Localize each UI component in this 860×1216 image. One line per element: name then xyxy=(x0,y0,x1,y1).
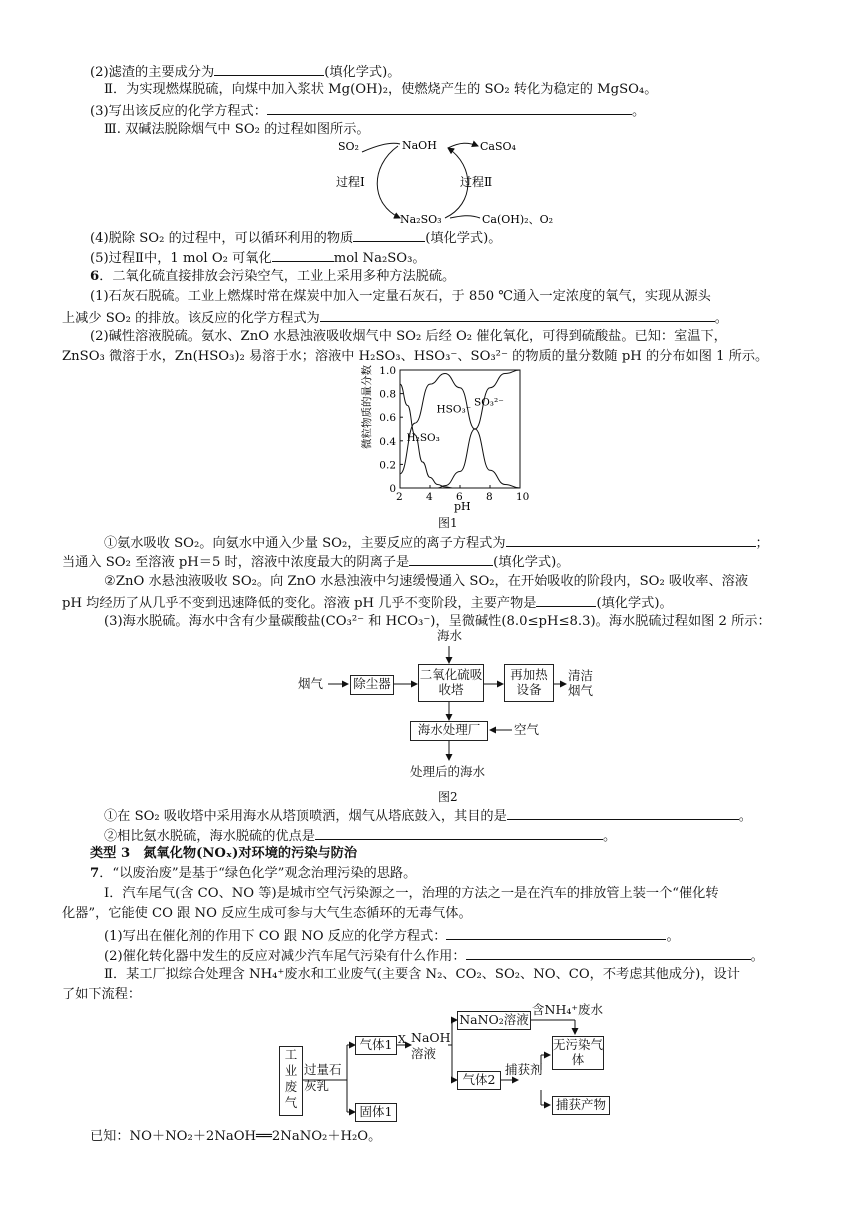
q6-p1b-text: 上减少 SO₂ 的排放。该反应的化学方程式为 xyxy=(62,311,320,326)
q7-part-i-line-a: Ⅰ．汽车尾气(含 CO、NO 等)是城市空气污染源之一，治理的方法之一是在汽车的排放管上装一个“催化转 xyxy=(104,886,719,901)
answer-blank[interactable] xyxy=(536,593,596,607)
known-equation: 已知：NO＋NO₂＋2NaOH══2NaNO₂＋H₂O。 xyxy=(90,1129,382,1144)
label-process-2: 过程Ⅱ xyxy=(460,175,493,189)
label-caoh2-o2: Ca(OH)₂、O₂ xyxy=(482,213,554,226)
fig2-dust-collector: 除尘器 xyxy=(350,675,394,695)
flow-solid-1: 固体1 xyxy=(355,1103,397,1122)
q6-p2-line-b: ZnSO₃ 微溶于水，Zn(HSO₃)₂ 易溶于水；溶液中 H₂SO₃、HSO₃⁻、SO₃²⁻ 的物质的量分数随 pH 的分布如图 1 所示。 xyxy=(62,349,769,364)
q7-q2-tail: 。 xyxy=(750,949,764,964)
q6-p6-tail: 。 xyxy=(738,809,752,824)
label-so2: SO₂ xyxy=(338,140,359,153)
flow-industrial-waste-gas: 工业废气 xyxy=(279,1046,303,1116)
q5-l5-text: (5)过程Ⅱ中，1 mol O₂ 可氧化 xyxy=(90,251,272,266)
q6-p4-line-b xyxy=(62,593,673,613)
q7-part-i-line-b: 化器”，它能使 CO 跟 NO 反应生成可参与大气生态循环的无毒气体。 xyxy=(62,906,472,921)
q6-p4-line-a: ②ZnO 水悬浊液吸收 SO₂。向 ZnO 水悬浊液中匀速缓慢通入 SO₂，在开始吸收的阶段内，SO₂ 吸收率、溶液 xyxy=(104,574,749,589)
flow-harmless-gas: 无污染气体 xyxy=(552,1036,604,1070)
q7-part-ii-line-b: 了如下流程： xyxy=(62,987,142,1002)
q6-p1-line-b xyxy=(62,308,728,328)
q5-line-2 xyxy=(90,62,400,82)
q7-number: 7 xyxy=(90,866,100,881)
arrow-out-caso4 xyxy=(448,143,478,148)
type3-heading: 类型 3 氮氧化物(NOₓ)对环境的污染与防治 xyxy=(90,846,358,861)
chart-series-line xyxy=(438,370,521,488)
q6-p3a-tail: ； xyxy=(755,536,769,551)
label-caso4: CaSO₄ xyxy=(480,140,516,153)
q6-number: 6 xyxy=(90,269,100,284)
chart-series-label: HSO₃⁻ xyxy=(436,403,472,416)
q6-p1-line-a: (1)石灰石脱硫。工业上燃煤时常在煤炭中加入一定量石灰石，于 850 ℃通入一定浓度的氧气，实现从源头 xyxy=(90,289,711,304)
chart-y-tick-label: 0.6 xyxy=(379,412,396,425)
fig2-clean-gas: 清洁烟气 xyxy=(568,668,594,698)
answer-blank[interactable] xyxy=(466,946,751,960)
flow-capture-product: 捕获产物 xyxy=(552,1096,610,1115)
q5-part-ii: Ⅱ．为实现燃煤脱硫，向煤中加入浆状 Mg(OH)₂，使燃烧产生的 SO₂ 转化为稳定的 MgSO₄。 xyxy=(104,82,658,97)
q6-p7-tail: 。 xyxy=(603,829,617,844)
q5-l3-tail: 。 xyxy=(631,104,646,119)
chart-x-tick-label: 6 xyxy=(456,491,463,503)
fig2-absorption-tower: 二氧化硫吸收塔 xyxy=(418,664,484,702)
q7-title-text: ．“以废治废”是基于“绿色化学”观念治理污染的思路。 xyxy=(99,866,417,881)
chart-x-tick-label: 10 xyxy=(516,491,530,503)
chart-x-label: pH xyxy=(454,500,471,513)
chart-x-tick-label: 8 xyxy=(486,491,493,503)
answer-blank[interactable] xyxy=(320,308,715,322)
q7-q1-tail: 。 xyxy=(666,929,680,944)
q6-title xyxy=(90,268,455,286)
q5-l2-tail: (填化学式)。 xyxy=(324,65,401,80)
q5-l4-tail: (填化学式)。 xyxy=(425,231,502,246)
answer-blank[interactable] xyxy=(409,552,493,566)
fig2-air: 空气 xyxy=(514,722,540,737)
q5-part-iii: Ⅲ. 双碱法脱除烟气中 SO₂ 的过程如图所示。 xyxy=(104,122,370,137)
flow-capture-agent: 捕获剂 xyxy=(505,1062,543,1077)
q7-part-ii-line-a: Ⅱ．某工厂拟综合处理含 NH₄⁺废水和工业废气(主要含 N₂、CO₂、SO₂、NO、CO，不考虑其他成分)，设计 xyxy=(104,967,740,982)
answer-blank[interactable] xyxy=(214,62,324,76)
answer-blank[interactable] xyxy=(507,806,739,820)
chart-series-label: H₂SO₃ xyxy=(406,431,440,444)
q6-p6-text: ①在 SO₂ 吸收塔中采用海水从塔顶喷洒，烟气从塔底鼓入，其目的是 xyxy=(104,809,507,824)
answer-blank[interactable] xyxy=(446,926,666,940)
fig2-reheat-device: 再加热设备 xyxy=(504,664,554,702)
fig2-treated-seawater: 处理后的海水 xyxy=(410,764,486,779)
q6-p7-text: ②相比氨水脱硫，海水脱硫的优点是 xyxy=(104,829,315,844)
q5-l4-text: (4)脱除 SO₂ 的过程中，可以循环利用的物质 xyxy=(90,231,354,246)
double-alkali-diagram xyxy=(330,136,570,228)
flow-x-label: X xyxy=(398,1033,406,1046)
q6-p5: (3)海水脱硫。海水中含有少量碳酸盐(CO₃²⁻ 和 HCO₃⁻)，呈微碱性(8.0≤pH≤8.3)。海水脱硫过程如图 2 所示： xyxy=(104,614,771,629)
q7-q2 xyxy=(104,946,764,966)
fig2-flue-gas: 烟气 xyxy=(298,676,324,691)
fig2-seawater: 海水 xyxy=(437,628,463,643)
q6-p3a-text: ①氨水吸收 SO₂。向氨水中通入少量 SO₂，主要反应的离子方程式为 xyxy=(104,536,506,551)
fig1-caption: 图1 xyxy=(438,516,458,530)
flow-excess-lime-milk: 过量石灰乳 xyxy=(304,1062,342,1093)
arrow-in xyxy=(362,143,400,152)
flow-nano2-solution: NaNO₂溶液 xyxy=(457,1011,531,1030)
chart-series-label: SO₃²⁻ xyxy=(474,396,504,409)
q6-p1b-tail: 。 xyxy=(714,311,728,326)
flow-nh4-wastewater: 含NH₄⁺废水 xyxy=(532,1002,603,1017)
species-distribution-chart xyxy=(358,364,538,514)
q6-p4b-tail: (填化学式)。 xyxy=(596,596,673,611)
answer-blank[interactable] xyxy=(267,101,632,115)
flow-naoh-solution: NaOH溶液 xyxy=(411,1030,451,1061)
q7-q1-text: (1)写出在催化剂的作用下 CO 跟 NO 反应的化学方程式： xyxy=(104,929,447,944)
q6-p6 xyxy=(104,806,752,826)
chart-x-tick-label: 2 xyxy=(396,491,403,503)
arrow-in-caoh2 xyxy=(450,216,480,218)
cycle-left-arc xyxy=(377,146,400,218)
chart-y-tick-label: 0 xyxy=(389,483,396,495)
q5-line-3 xyxy=(90,101,645,121)
q5-l2-text: (2)滤渣的主要成分为 xyxy=(90,65,215,80)
q5-l5-tail: mol Na₂SO₃。 xyxy=(333,251,426,266)
answer-blank[interactable] xyxy=(506,533,756,547)
q5-l3-text: (3)写出该反应的化学方程式： xyxy=(90,104,267,119)
answer-blank[interactable] xyxy=(272,248,334,262)
chart-y-tick-label: 0.4 xyxy=(379,435,396,448)
q5-line-4 xyxy=(90,228,501,248)
label-naoh: NaOH xyxy=(402,139,437,152)
fig2-treatment-plant: 海水处理厂 xyxy=(410,721,488,741)
label-process-1: 过程Ⅰ xyxy=(336,175,365,189)
q6-p3b-text: 当通入 SO₂ 至溶液 pH＝5 时，溶液中浓度最大的阴离子是 xyxy=(62,555,410,570)
answer-blank[interactable] xyxy=(353,228,425,242)
chart-y-tick-label: 0.2 xyxy=(379,459,396,472)
q6-p2-line-a: (2)碱性溶液脱硫。氨水、ZnO 水悬浊液吸收烟气中 SO₂ 后经 O₂ 催化氧化，可得到硫酸盐。已知：室温下， xyxy=(90,329,727,344)
flow-gas-2: 气体2 xyxy=(457,1071,501,1090)
q6-p3-line-a xyxy=(104,533,769,553)
q6-p3b-tail: (填化学式)。 xyxy=(493,555,570,570)
q6-p4b-text: pH 均经历了从几乎不变到迅速降低的变化。溶液 pH 几乎不变阶段，主要产物是 xyxy=(62,596,537,611)
chart-y-tick-label: 1.0 xyxy=(379,365,396,377)
q7-q2-text: (2)催化转化器中发生的反应对减少汽车尾气污染有什么作用： xyxy=(104,949,466,964)
chart-y-label: 微粒物质的量分数 xyxy=(361,365,373,449)
chart-series-line xyxy=(400,374,520,488)
q6-title-text: ．二氧化硫直接排放会污染空气，工业上采用多种方法脱硫。 xyxy=(99,269,456,284)
fig2-caption: 图2 xyxy=(438,790,458,804)
chart-x-tick-label: 4 xyxy=(426,491,433,503)
q7-q1 xyxy=(104,926,680,946)
chart-y-tick-label: 0.8 xyxy=(379,388,396,401)
label-na2so3: Na₂SO₃ xyxy=(400,213,442,226)
q5-line-5 xyxy=(90,248,426,268)
answer-blank[interactable] xyxy=(315,826,603,840)
flow-gas-1: 气体1 xyxy=(355,1036,397,1055)
q7-title xyxy=(90,865,416,883)
q6-p3-line-b xyxy=(62,552,569,572)
q6-p7 xyxy=(104,826,616,846)
